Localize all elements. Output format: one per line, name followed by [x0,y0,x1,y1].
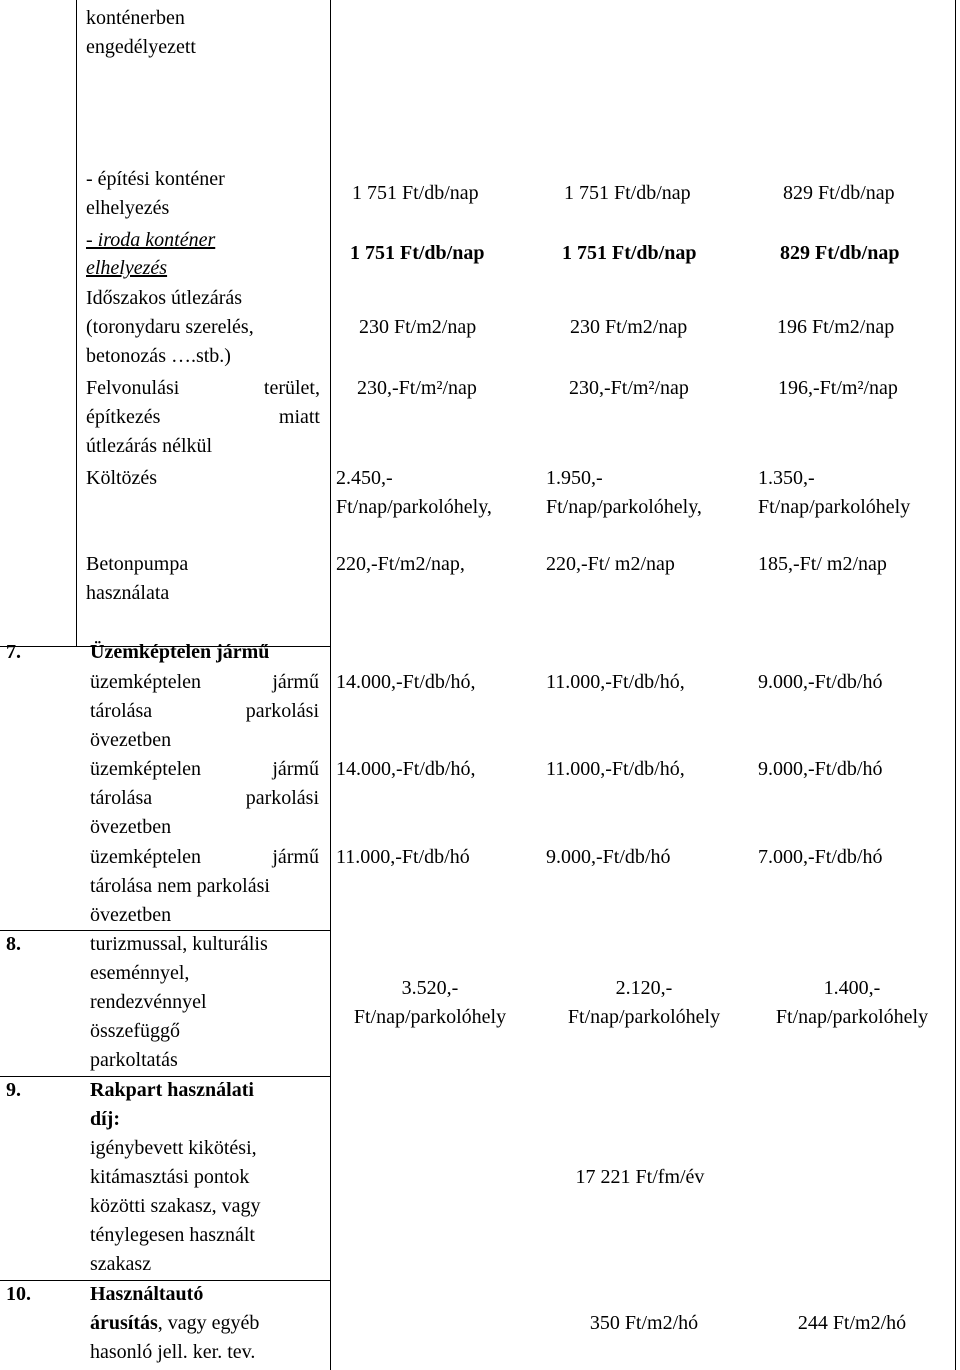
office-container-label-line2: elhelyezés [86,257,168,279]
construction-container-fee-col2: 1 751 Ft/db/nap [564,182,691,204]
moving-fee-col2-line1: 1.950,- [546,467,603,489]
moving-fee-col1-line1: 2.450,- [336,467,393,489]
section9-title-line2: díj: [90,1108,120,1130]
container-permitted-label-line2: engedélyezett [86,36,196,58]
section10-title-rest: , vagy egyéb [157,1312,260,1334]
deployment-area-label-line3: útlezárás nélkül [86,435,213,457]
table-label-column-divider [330,0,331,1370]
section10-line3: hasonló jell. ker. tev. [90,1341,256,1363]
section8-fee-col3-line1: 1.400,- [823,977,881,999]
section7-sub2-fee-col3: 9.000,-Ft/db/hó [758,758,883,780]
section9-line3: közötti szakasz, vagy [90,1195,261,1217]
table-left-border [76,0,77,647]
section7-sub1-line1: üzemképtelen jármű [90,671,319,693]
section7-sub3-line1: üzemképtelen jármű [90,846,319,868]
temporary-closure-fee-col2: 230 Ft/m2/nap [570,316,688,338]
section10-fee-col3: 244 Ft/m2/hó [797,1312,907,1334]
moving-label: Költözés [86,467,158,489]
office-container-label-line1: - iroda konténer [86,229,216,251]
section7-sub1-fee-col2: 11.000,-Ft/db/hó, [546,671,685,693]
deployment-area-label-line2: építkezés miatt [86,406,320,428]
section8-fee-col1-line2: Ft/nap/parkolóhely [353,1006,507,1028]
office-container-fee-col1: 1 751 Ft/db/nap [350,242,485,264]
deployment-area-label-line1: Felvonulási terület, [86,377,320,399]
section8-fee-col3-line2: Ft/nap/parkolóhely [775,1006,929,1028]
concrete-pump-fee-col2: 220,-Ft/ m2/nap [546,553,675,575]
section9-line5: szakasz [90,1253,152,1275]
construction-container-fee-col3: 829 Ft/db/nap [783,182,895,204]
section7-sub1-fee-col3: 9.000,-Ft/db/hó [758,671,883,693]
temporary-closure-label-line3: betonozás ….stb.) [86,345,231,367]
office-container-fee-col2: 1 751 Ft/db/nap [562,242,697,264]
section8-line4: összefüggő [90,1020,180,1042]
deployment-area-fee-col1: 230,-Ft/m²/nap [357,377,477,399]
construction-container-label-line1: - építési konténer [86,168,225,190]
section8-line1: turizmussal, kulturális [90,933,268,955]
section9-title-line1: Rakpart használati [90,1079,254,1101]
section10-title-bold: árusítás [90,1312,158,1334]
moving-fee-col1-line2: Ft/nap/parkolóhely, [336,496,492,518]
section10-fee-col2: 350 Ft/m2/hó [589,1312,699,1334]
section7-sub2-fee-col1: 14.000,-Ft/db/hó, [336,758,476,780]
temporary-closure-fee-col1: 230 Ft/m2/nap [359,316,477,338]
construction-container-label-line2: elhelyezés [86,197,170,219]
moving-fee-col3-line1: 1.350,- [758,467,815,489]
section7-title: Üzemképtelen jármű [90,641,270,663]
section7-sub3-fee-col2: 9.000,-Ft/db/hó [546,846,671,868]
section7-sub1-line3: övezetben [90,729,172,751]
section10-title-line2 [90,1309,259,1338]
moving-fee-col3-line2: Ft/nap/parkolóhely [758,496,911,518]
section7-sub3-line2: tárolása nem parkolási [90,875,270,897]
concrete-pump-fee-col3: 185,-Ft/ m2/nap [758,553,887,575]
concrete-pump-label-line2: használata [86,582,170,604]
section8-line5: parkoltatás [90,1049,178,1071]
container-permitted-label-line1: konténerben [86,7,185,29]
section7-sub1-fee-col1: 14.000,-Ft/db/hó, [336,671,476,693]
section9-line2: kitámasztási pontok [90,1166,250,1188]
section7-sub3-line3: övezetben [90,904,172,926]
section7-sub2-line1: üzemképtelen jármű [90,758,319,780]
section9-number: 9. [6,1079,21,1101]
section8-fee-col2-line1: 2.120,- [615,977,673,999]
section7-sub2-fee-col2: 11.000,-Ft/db/hó, [546,758,685,780]
section9-line4: ténylegesen használt [90,1224,255,1246]
section8-line2: eseménnyel, [90,962,190,984]
deployment-area-fee-col3: 196,-Ft/m²/nap [778,377,898,399]
section8-number: 8. [6,933,21,955]
section7-sub2-line3: övezetben [90,816,172,838]
office-container-fee-col3: 829 Ft/db/nap [780,242,900,264]
deployment-area-fee-col2: 230,-Ft/m²/nap [569,377,689,399]
section8-fee-col2-line2: Ft/nap/parkolóhely [567,1006,721,1028]
section7-number: 7. [6,641,21,663]
moving-fee-col2-line2: Ft/nap/parkolóhely, [546,496,702,518]
section9-fee: 17 221 Ft/fm/év [575,1166,705,1188]
temporary-closure-label-line1: Időszakos útlezárás [86,287,243,309]
concrete-pump-fee-col1: 220,-Ft/m2/nap, [336,553,465,575]
section8-fee-col1-line1: 3.520,- [401,977,459,999]
table-right-border [955,0,956,1370]
section10-number: 10. [6,1283,31,1305]
construction-container-fee-col1: 1 751 Ft/db/nap [352,182,479,204]
temporary-closure-fee-col3: 196 Ft/m2/nap [777,316,895,338]
temporary-closure-label-line2: (toronydaru szerelés, [86,316,254,338]
section7-sub2-line2: tárolása parkolási [90,787,319,809]
section9-line1: igénybevett kikötési, [90,1137,257,1159]
section10-title-line1: Használtautó [90,1283,204,1305]
section7-sub3-fee-col1: 11.000,-Ft/db/hó [336,846,470,868]
section8-line3: rendezvénnyel [90,991,207,1013]
concrete-pump-label-line1: Betonpumpa [86,553,189,575]
section7-sub1-line2: tárolása parkolási [90,700,319,722]
section7-sub3-fee-col3: 7.000,-Ft/db/hó [758,846,883,868]
